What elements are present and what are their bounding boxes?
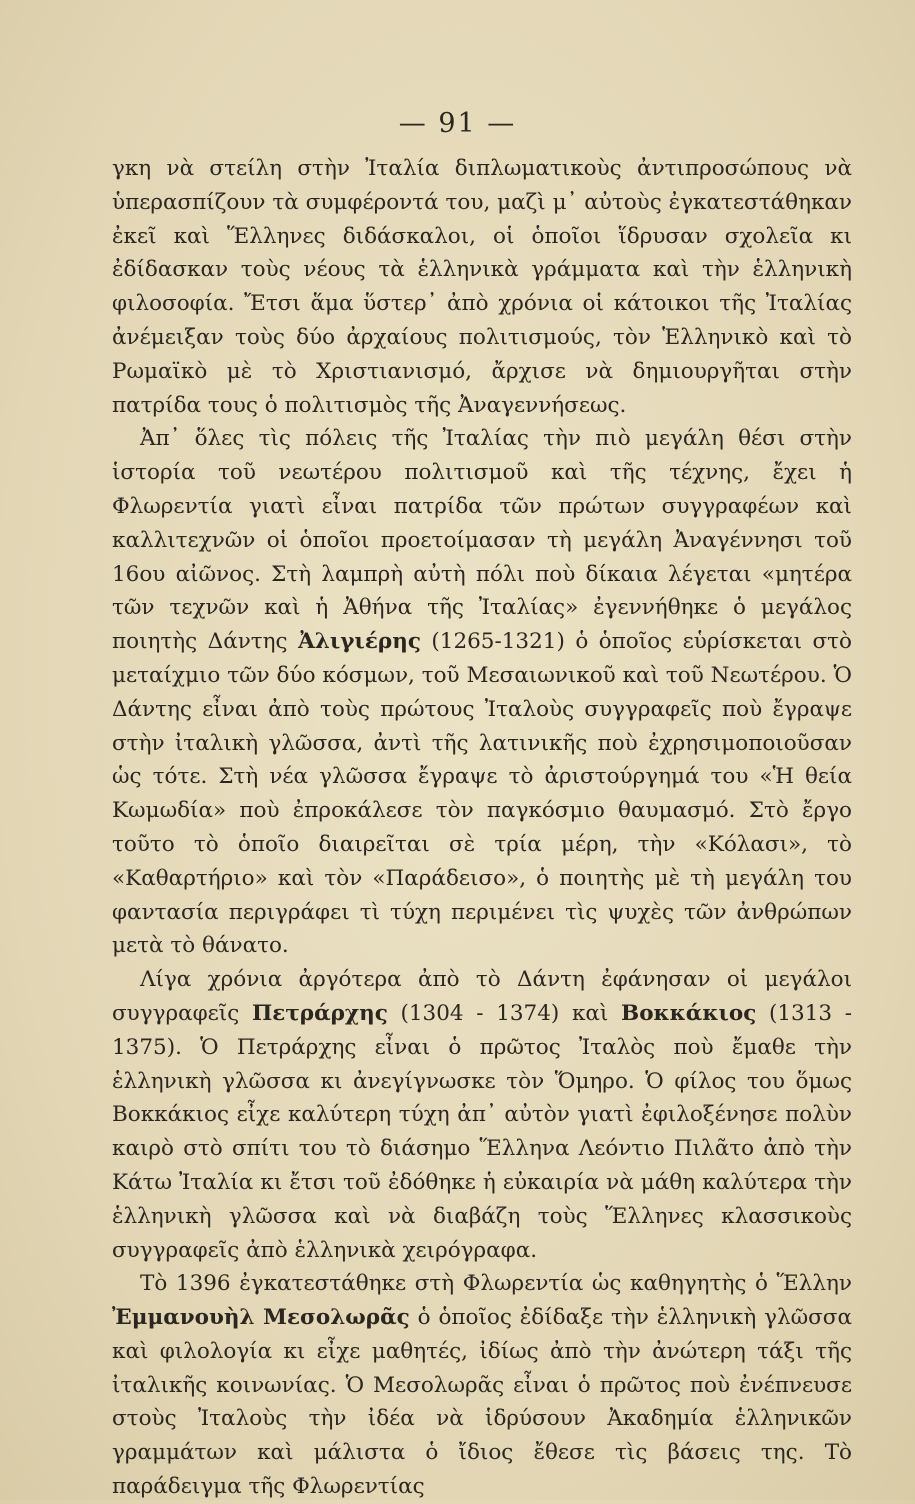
paragraph-3-text-b: (1304 - 1374) καὶ [387,1000,622,1026]
paragraph-1-text: γκη νὰ στείλη στὴν Ἰταλία διπλωματικοὺς ἀντιπροσώπους νὰ ὑπερασπίζουν τὰ συμφέροντά του, μαζὶ μ᾿ αὐτοὺς ἐγκατεστάθηκαν ἐκεῖ καὶ Ἕλληνες διδάσκαλοι, οἱ ὁποῖοι ἵδρυσαν σχολεῖα κι ἐδίδασκαν τοὺς νέους τὰ ἑλληνικὰ γράμματα καὶ τὴν ἑλληνικὴ φιλοσοφία. Ἔτσι ἅμα ὕστερ᾿ ἀπὸ χρόνια οἱ κάτοικοι τῆς Ἰταλίας ἀνέμειξαν τοὺς δύο ἀρχαίους πολιτισμούς, τὸν Ἑλληνικὸ καὶ τὸ Ρωμαϊκὸ μὲ τὸ Χριστιανισμό, ἄρχισε νὰ δημιουργῆται στὴν πατρίδα τους ὁ πολιτισμὸς τῆς Ἀναγεννήσεως. [112,156,852,418]
paragraph-3-text-a: Λίγα χρόνια ἀργότερα ἀπὸ τὸ Δάντη ἐφάνησαν οἱ μεγάλοι συγγραφεῖς [112,967,852,1026]
paragraph-2-text-b: (1265-1321) ὁ ὁποῖος εὑρίσκεται στὸ μεταίχμιο τῶν δύο κόσμων, τοῦ Μεσαιωνικοῦ καὶ τοῦ Νεωτέρου. Ὁ Δάντης εἶναι ἀπὸ τοὺς πρώτους Ἰταλοὺς συγγραφεῖς ποὺ ἔγραψε στὴν ἰταλικὴ γλῶσσα, ἀντὶ τῆς λατινικῆς ποὺ ἐχρησιμοποιοῦσαν ὡς τότε. Στὴ νέα γλῶσσα ἔγραψε τὸ ἀριστούργημά του «Ἡ θεία Κωμωδία» ποὺ ἐπροκάλεσε τὸν παγκόσμιο θαυμασμό. Στὸ ἔργο τοῦτο τὸ ὁποῖο διαιρεῖται σὲ τρία μέρη, τὴν «Κόλασι», τὸ «Καθαρτήριο» καὶ τὸν «Παράδεισο», ὁ ποιητὴς μὲ τὴ μεγάλη του φαντασία περιγράφει τὶ τύχη περιμένει τὶς ψυχὲς τῶν ἀνθρώπων μετὰ τὸ θάνατο. [112,629,852,959]
paragraph-4-text-b: ὁ ὁποῖος ἐδίδαξε τὴν ἑλληνικὴ γλῶσσα καὶ φιλολογία κι εἶχε μαθητές, ἰδίως ἀπὸ τὴν ἀνώτερη τάξι τῆς ἰταλικῆς κοινωνίας. Ὁ Μεσολωρᾶς εἶναι ὁ πρῶτος ποὺ ἐνέπνευσε στοὺς Ἰταλοὺς τὴν ἰδέα νὰ ἱδρύσουν Ἀκαδημία ἑλληνικῶν γραμμάτων καὶ μάλιστα ὁ ἴδιος ἔθεσε τὶς βάσεις της. Τὸ παράδειγμα τῆς Φλωρεντίας [112,1305,853,1500]
paragraph-2-text-a: Ἀπ᾿ ὅλες τὶς πόλεις τῆς Ἰταλίας τὴν πιὸ μεγάλη θέσι στὴν ἱστορία τοῦ νεωτέρου πολιτισμοῦ καὶ τῆς τέχνης, ἔχει ἡ Φλωρεντία γιατὶ εἶναι πατρίδα τῶν πρώτων συγγραφέων καὶ καλλιτεχνῶν οἱ ὁποῖοι προετοίμασαν τὴ μεγάλη Ἀναγέννησι τοῦ 16ου αἰῶνος. Στὴ λαμπρὴ αὐτὴ πόλι ποὺ δίκαια λέγεται «μητέρα τῶν τεχνῶν καὶ ἡ Ἀθήνα τῆς Ἰταλίας» ἐγεννήθηκε ὁ μεγάλος ποιητὴς Δάντης [112,426,852,655]
name-chrysoloras: Ἐμμανουὴλ Μεσολωρᾶς [112,1305,410,1331]
name-petrarch: Πετράρχης [251,1000,388,1026]
paragraph-1 [112,152,852,422]
paragraph-2 [112,422,852,963]
paragraph-4-text-a: Τὸ 1396 ἐγκατεστάθηκε στὴ Φλωρεντία ὡς καθηγητὴς ὁ Ἕλλην [140,1271,852,1297]
paragraph-3-text-c: (1313 - 1375). Ὁ Πετράρχης εἶναι ὁ πρῶτος Ἰταλὸς ποὺ ἔμαθε τὴν ἑλληνικὴ γλῶσσα κι ἀνεγίγνωσκε τὸν Ὅμηρο. Ὁ φίλος του ὅμως Βοκκάκιος εἶχε καλύτερη τύχη ἀπ᾿ αὐτὸν γιατὶ ἐφιλοξένησε πολὺν καιρὸ στὸ σπίτι του τὸ διάσημο Ἕλληνα Λεόντιο Πιλᾶτο ἀπὸ τὴν Κάτω Ἰταλία κι ἔτσι τοῦ ἐδόθηκε ἡ εὐκαιρία νὰ μάθη καλύτερα τὴν ἑλληνικὴ γλῶσσα καὶ νὰ διαβάζη τοὺς Ἕλληνες κλασσικοὺς συγγραφεῖς ἀπὸ ἑλληνικὰ χειρόγραφα. [112,1000,853,1263]
page-number: — 91 — [398,108,517,139]
body-text [112,152,852,1504]
paragraph-3 [112,963,852,1267]
name-boccaccio: Βοκκάκιος [621,1000,757,1026]
paragraph-4 [112,1267,852,1504]
name-alighieri: Ἀλιγιέρης [298,629,421,655]
